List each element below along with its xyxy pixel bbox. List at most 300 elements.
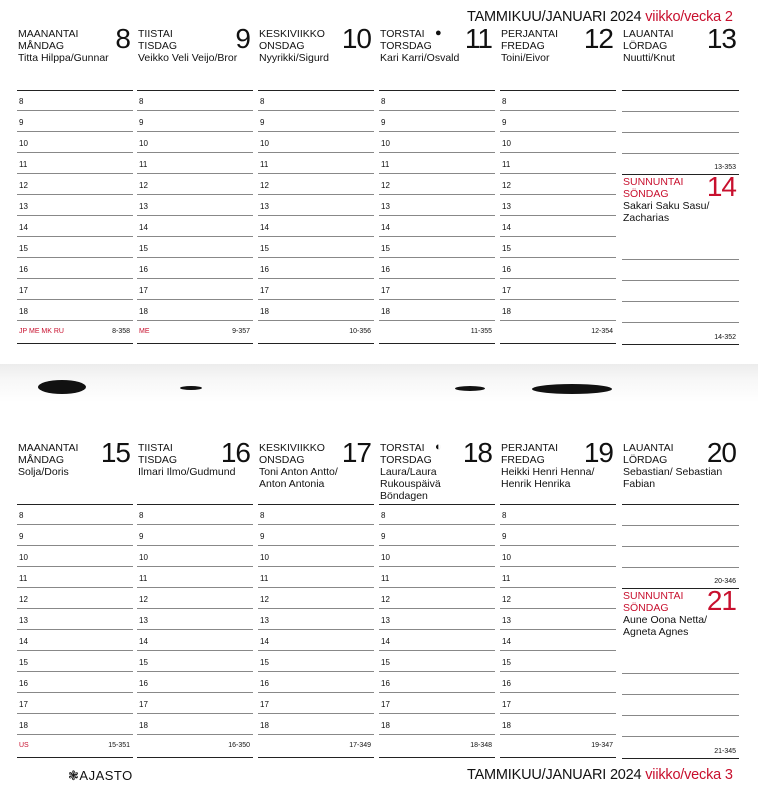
hour-row[interactable]	[379, 216, 495, 237]
hour-row[interactable]	[17, 195, 133, 216]
day-number: 10	[341, 23, 371, 54]
hour-row[interactable]	[379, 504, 495, 525]
day-name-sv: TISDAG	[138, 40, 178, 52]
hour-rows	[137, 90, 253, 321]
hour-label: 17	[381, 286, 390, 295]
week2-week-number: viikko/vecka 2	[645, 9, 733, 25]
hour-row[interactable]	[500, 300, 616, 321]
hour-row[interactable]	[17, 279, 133, 300]
hour-label: 17	[19, 700, 28, 709]
writing-line[interactable]	[622, 504, 739, 526]
hour-label: 16	[139, 679, 148, 688]
hour-label: 15	[19, 244, 28, 253]
hour-row[interactable]	[500, 609, 616, 630]
day-footer	[17, 321, 133, 344]
day-footer	[137, 321, 253, 344]
hour-label: 9	[19, 118, 24, 127]
hour-row[interactable]	[258, 153, 374, 174]
hour-label: 10	[502, 553, 511, 562]
hour-row[interactable]	[17, 672, 133, 693]
hour-label: 11	[381, 574, 390, 583]
day-column	[379, 437, 495, 750]
hour-row[interactable]	[137, 714, 253, 735]
hour-label: 14	[260, 637, 269, 646]
hour-row[interactable]	[17, 693, 133, 714]
hour-label: 8	[381, 511, 386, 520]
day-header	[379, 23, 495, 91]
hour-row[interactable]	[258, 216, 374, 237]
hour-label: 10	[381, 553, 390, 562]
hour-label: 13	[19, 202, 28, 211]
hour-row[interactable]	[379, 258, 495, 279]
hour-label: 8	[381, 97, 386, 106]
hour-rows	[500, 90, 616, 321]
hour-label: 15	[260, 658, 269, 667]
day-number: 21	[706, 585, 736, 616]
hour-label: 11	[139, 574, 148, 583]
hour-row[interactable]	[379, 237, 495, 258]
hour-label: 17	[502, 286, 511, 295]
day-number: 18	[462, 437, 492, 468]
hour-row[interactable]	[258, 609, 374, 630]
day-header	[17, 437, 133, 505]
hour-row[interactable]	[137, 300, 253, 321]
name-days: Laura/Laura Rukouspäivä Böndagen	[380, 466, 441, 502]
ajasto-logo	[68, 768, 133, 784]
hour-rows	[379, 504, 495, 735]
day-of-year: 10-356	[349, 328, 371, 335]
hour-label: 17	[139, 700, 148, 709]
hour-label: 17	[502, 700, 511, 709]
weekend-column	[622, 437, 739, 755]
day-footer	[500, 321, 616, 344]
hour-label: 15	[381, 244, 390, 253]
hour-label: 16	[502, 679, 511, 688]
hour-row[interactable]	[379, 714, 495, 735]
hour-label: 15	[502, 658, 511, 667]
hour-row[interactable]	[500, 258, 616, 279]
hour-row[interactable]	[500, 279, 616, 300]
hour-label: 9	[139, 532, 144, 541]
day-number: 20	[706, 437, 736, 468]
hour-row[interactable]	[137, 672, 253, 693]
hour-row[interactable]	[17, 504, 133, 525]
hour-row[interactable]	[379, 195, 495, 216]
hour-label: 8	[139, 511, 144, 520]
day-of-year: 8-358	[112, 328, 130, 335]
hour-row[interactable]	[17, 714, 133, 735]
hour-label: 8	[502, 511, 507, 520]
hour-row[interactable]	[500, 630, 616, 651]
hour-row[interactable]	[137, 237, 253, 258]
hour-row[interactable]	[137, 216, 253, 237]
day-name-fi: SUNNUNTAI	[623, 590, 684, 602]
day-of-year: 20-346	[714, 578, 736, 585]
hour-row[interactable]	[379, 546, 495, 567]
hour-row[interactable]	[258, 300, 374, 321]
hour-row[interactable]	[17, 546, 133, 567]
day-name-sv: TORSDAG	[380, 454, 432, 466]
hour-label: 9	[139, 118, 144, 127]
hour-label: 12	[139, 181, 148, 190]
day-number: 17	[341, 437, 371, 468]
hour-row[interactable]	[17, 153, 133, 174]
sunday-block	[622, 585, 739, 759]
writing-line[interactable]	[622, 652, 739, 674]
day-column	[379, 23, 495, 336]
hour-label: 11	[502, 574, 511, 583]
hour-row[interactable]	[500, 132, 616, 153]
brand-name: AJASTO	[79, 768, 133, 783]
hour-label: 9	[260, 532, 265, 541]
day-column	[258, 437, 374, 750]
day-of-year: 17-349	[349, 742, 371, 749]
writing-line[interactable]	[622, 694, 739, 716]
hour-row[interactable]	[258, 588, 374, 609]
day-footer	[500, 735, 616, 758]
hour-row[interactable]	[500, 714, 616, 735]
hour-label: 10	[381, 139, 390, 148]
hour-label: 15	[139, 658, 148, 667]
hour-label: 18	[381, 307, 390, 316]
hour-label: 13	[260, 616, 269, 625]
day-name-fi: MAANANTAI	[18, 28, 79, 40]
hour-label: 9	[502, 532, 507, 541]
hour-row[interactable]	[137, 525, 253, 546]
day-name-fi: TORSTAI	[380, 442, 425, 454]
day-column	[137, 23, 253, 336]
flag-day-codes: ME	[139, 328, 150, 335]
hour-row[interactable]	[379, 672, 495, 693]
hour-label: 9	[502, 118, 507, 127]
hour-label: 12	[19, 181, 28, 190]
hour-label: 12	[502, 181, 511, 190]
day-name-sv: MÅNDAG	[18, 454, 65, 466]
hour-row[interactable]	[258, 174, 374, 195]
hour-row[interactable]	[137, 651, 253, 672]
day-name-fi: TIISTAI	[138, 28, 173, 40]
hour-row[interactable]	[258, 630, 374, 651]
writing-line[interactable]	[622, 715, 739, 737]
hour-row[interactable]	[500, 546, 616, 567]
hour-row[interactable]	[258, 651, 374, 672]
hour-label: 14	[381, 637, 390, 646]
day-column	[258, 23, 374, 336]
hour-label: 18	[260, 721, 269, 730]
hour-row[interactable]	[137, 132, 253, 153]
day-name-fi: LAUANTAI	[623, 28, 674, 40]
hour-row[interactable]	[379, 90, 495, 111]
hour-row[interactable]	[500, 672, 616, 693]
hour-row[interactable]	[500, 504, 616, 525]
writing-line[interactable]	[622, 546, 739, 568]
day-number: 16	[220, 437, 250, 468]
writing-line[interactable]	[622, 301, 739, 323]
hour-row[interactable]	[500, 588, 616, 609]
hour-label: 8	[19, 97, 24, 106]
day-of-year: 19-347	[591, 742, 613, 749]
hour-label: 11	[19, 574, 28, 583]
hour-row[interactable]	[379, 525, 495, 546]
hour-row[interactable]	[258, 546, 374, 567]
name-days: Nuutti/Knut	[623, 52, 675, 64]
hour-rows	[500, 504, 616, 735]
hour-row[interactable]	[500, 90, 616, 111]
day-column	[17, 437, 133, 750]
hour-row[interactable]	[137, 693, 253, 714]
day-header	[137, 23, 253, 91]
hour-row[interactable]	[258, 567, 374, 588]
hour-label: 12	[260, 595, 269, 604]
hour-row[interactable]	[137, 609, 253, 630]
flag-day-codes: JP ME MK RU	[19, 328, 64, 335]
hour-row[interactable]	[379, 693, 495, 714]
hour-row[interactable]	[500, 111, 616, 132]
hour-row[interactable]	[379, 609, 495, 630]
hour-row[interactable]	[137, 258, 253, 279]
day-name-fi: TIISTAI	[138, 442, 173, 454]
day-footer	[258, 735, 374, 758]
hour-row[interactable]	[258, 90, 374, 111]
day-header	[258, 23, 374, 91]
writing-line[interactable]	[622, 111, 739, 133]
hour-row[interactable]	[379, 174, 495, 195]
hour-row[interactable]	[379, 651, 495, 672]
hour-row[interactable]	[137, 630, 253, 651]
hour-label: 14	[139, 223, 148, 232]
hour-row[interactable]	[258, 672, 374, 693]
hour-row[interactable]	[137, 567, 253, 588]
hour-label: 11	[19, 160, 28, 169]
hour-label: 17	[260, 286, 269, 295]
hour-row[interactable]	[500, 153, 616, 174]
saturday-block	[622, 23, 739, 175]
hour-row[interactable]	[379, 111, 495, 132]
hour-label: 9	[19, 532, 24, 541]
hour-label: 13	[139, 202, 148, 211]
hour-row[interactable]	[137, 195, 253, 216]
hour-rows	[258, 90, 374, 321]
day-name-sv: SÖNDAG	[623, 188, 669, 200]
day-footer	[379, 321, 495, 344]
day-number: 19	[583, 437, 613, 468]
hour-label: 13	[381, 202, 390, 211]
hour-label: 18	[260, 307, 269, 316]
day-of-year: 13-353	[714, 164, 736, 171]
name-days: Nyyrikki/Sigurd	[259, 52, 330, 64]
hour-label: 9	[260, 118, 265, 127]
hour-row[interactable]	[379, 153, 495, 174]
hour-label: 14	[502, 637, 511, 646]
name-days: Heikki Henri Henna/ Henrik Henrika	[501, 466, 595, 490]
name-days: Veikko Veli Veijo/Bror	[138, 52, 238, 64]
hour-row[interactable]	[379, 567, 495, 588]
writing-line[interactable]	[622, 132, 739, 154]
hour-row[interactable]	[500, 195, 616, 216]
hour-row[interactable]	[258, 279, 374, 300]
hour-row[interactable]	[17, 237, 133, 258]
hour-label: 14	[502, 223, 511, 232]
hour-label: 13	[139, 616, 148, 625]
hour-label: 15	[381, 658, 390, 667]
hour-label: 16	[502, 265, 511, 274]
day-of-year: 21-345	[714, 748, 736, 755]
hour-row[interactable]	[17, 588, 133, 609]
day-name-fi: LAUANTAI	[623, 442, 674, 454]
day-number: 12	[583, 23, 613, 54]
day-number: 13	[706, 23, 736, 54]
hour-row[interactable]	[379, 300, 495, 321]
writing-line[interactable]	[622, 90, 739, 112]
hour-row[interactable]	[137, 90, 253, 111]
day-of-year: 14-352	[714, 334, 736, 341]
hour-row[interactable]	[500, 237, 616, 258]
hour-row[interactable]	[500, 174, 616, 195]
name-days: Toini/Eivor	[501, 52, 550, 64]
hour-label: 11	[260, 160, 269, 169]
day-column	[17, 23, 133, 336]
hour-row[interactable]	[137, 504, 253, 525]
hour-row[interactable]	[379, 588, 495, 609]
saturday-block	[622, 437, 739, 589]
hour-row[interactable]	[17, 132, 133, 153]
day-name-fi: PERJANTAI	[501, 28, 558, 40]
day-footer	[258, 321, 374, 344]
hour-label: 18	[139, 307, 148, 316]
hour-label: 10	[139, 553, 148, 562]
hour-rows	[379, 90, 495, 321]
hour-rows	[17, 90, 133, 321]
hour-row[interactable]	[17, 630, 133, 651]
page-fold	[0, 364, 758, 402]
hour-label: 16	[139, 265, 148, 274]
hour-row[interactable]	[137, 153, 253, 174]
hour-row[interactable]	[258, 195, 374, 216]
hour-row[interactable]	[379, 132, 495, 153]
writing-line[interactable]	[622, 259, 739, 281]
hour-row[interactable]	[258, 714, 374, 735]
day-number: 15	[100, 437, 130, 468]
hour-row[interactable]	[17, 111, 133, 132]
day-footer	[137, 735, 253, 758]
writing-line[interactable]	[622, 673, 739, 695]
hour-label: 8	[260, 511, 265, 520]
hour-row[interactable]	[137, 111, 253, 132]
name-days: Solja/Doris	[18, 466, 69, 478]
hour-row[interactable]	[17, 174, 133, 195]
day-header	[137, 437, 253, 505]
sunday-block	[622, 171, 739, 345]
hour-row[interactable]	[500, 567, 616, 588]
hour-row[interactable]	[17, 90, 133, 111]
day-name-sv: LÖRDAG	[623, 454, 668, 466]
hour-label: 15	[260, 244, 269, 253]
day-footer	[17, 735, 133, 758]
hour-row[interactable]	[379, 279, 495, 300]
day-name-fi: TORSTAI	[380, 28, 425, 40]
hour-label: 17	[19, 286, 28, 295]
hour-label: 10	[139, 139, 148, 148]
hour-row[interactable]	[500, 216, 616, 237]
day-name-fi: KESKIVIIKKO	[259, 28, 325, 40]
hour-label: 18	[139, 721, 148, 730]
day-header	[379, 437, 495, 505]
week3-title	[467, 767, 733, 783]
hour-label: 16	[260, 265, 269, 274]
hour-row[interactable]	[17, 609, 133, 630]
hour-row[interactable]	[137, 174, 253, 195]
day-footer	[379, 735, 495, 758]
day-of-year: 18-348	[470, 742, 492, 749]
hour-label: 16	[260, 679, 269, 688]
hour-row[interactable]	[137, 279, 253, 300]
hour-label: 10	[19, 139, 28, 148]
hour-label: 15	[502, 244, 511, 253]
day-name-fi: KESKIVIIKKO	[259, 442, 325, 454]
day-of-year: 12-354	[591, 328, 613, 335]
day-column	[500, 437, 616, 750]
writing-line[interactable]	[622, 525, 739, 547]
hour-label: 10	[502, 139, 511, 148]
name-days: Toni Anton Antto/ Anton Antonia	[259, 466, 338, 490]
hour-label: 13	[381, 616, 390, 625]
hour-row[interactable]	[258, 504, 374, 525]
hour-row[interactable]	[258, 237, 374, 258]
hour-row[interactable]	[258, 258, 374, 279]
hour-label: 16	[381, 679, 390, 688]
hour-label: 18	[381, 721, 390, 730]
hour-row[interactable]	[17, 300, 133, 321]
hour-row[interactable]	[258, 111, 374, 132]
hour-row[interactable]	[258, 525, 374, 546]
hour-rows	[17, 504, 133, 735]
hour-label: 11	[139, 160, 148, 169]
hour-row[interactable]	[258, 132, 374, 153]
hour-rows	[137, 504, 253, 735]
day-number: 14	[706, 171, 736, 202]
hour-row[interactable]	[137, 546, 253, 567]
hour-row[interactable]	[137, 588, 253, 609]
hour-row[interactable]	[17, 258, 133, 279]
hour-row[interactable]	[17, 216, 133, 237]
week2-month: TAMMIKUU/JANUARI 2024	[467, 9, 642, 25]
hour-label: 12	[260, 181, 269, 190]
hour-label: 13	[502, 202, 511, 211]
hour-row[interactable]	[258, 693, 374, 714]
day-name-sv: TISDAG	[138, 454, 178, 466]
flag-day-codes: US	[19, 742, 29, 749]
day-of-year: 9-357	[232, 328, 250, 335]
day-column	[137, 437, 253, 750]
writing-line[interactable]	[622, 280, 739, 302]
hour-row[interactable]	[17, 567, 133, 588]
hour-row[interactable]	[379, 630, 495, 651]
hour-label: 11	[260, 574, 269, 583]
hour-label: 17	[139, 286, 148, 295]
hour-row[interactable]	[500, 693, 616, 714]
hour-row[interactable]	[17, 651, 133, 672]
hour-label: 18	[19, 307, 28, 316]
hour-label: 18	[502, 721, 511, 730]
hour-row[interactable]	[500, 651, 616, 672]
name-days: Titta Hilppa/Gunnar	[18, 52, 109, 64]
day-number: 8	[115, 23, 130, 54]
hour-row[interactable]	[500, 525, 616, 546]
writing-line[interactable]	[622, 238, 739, 260]
hour-label: 13	[260, 202, 269, 211]
day-name-fi: PERJANTAI	[501, 442, 558, 454]
hour-row[interactable]	[17, 525, 133, 546]
